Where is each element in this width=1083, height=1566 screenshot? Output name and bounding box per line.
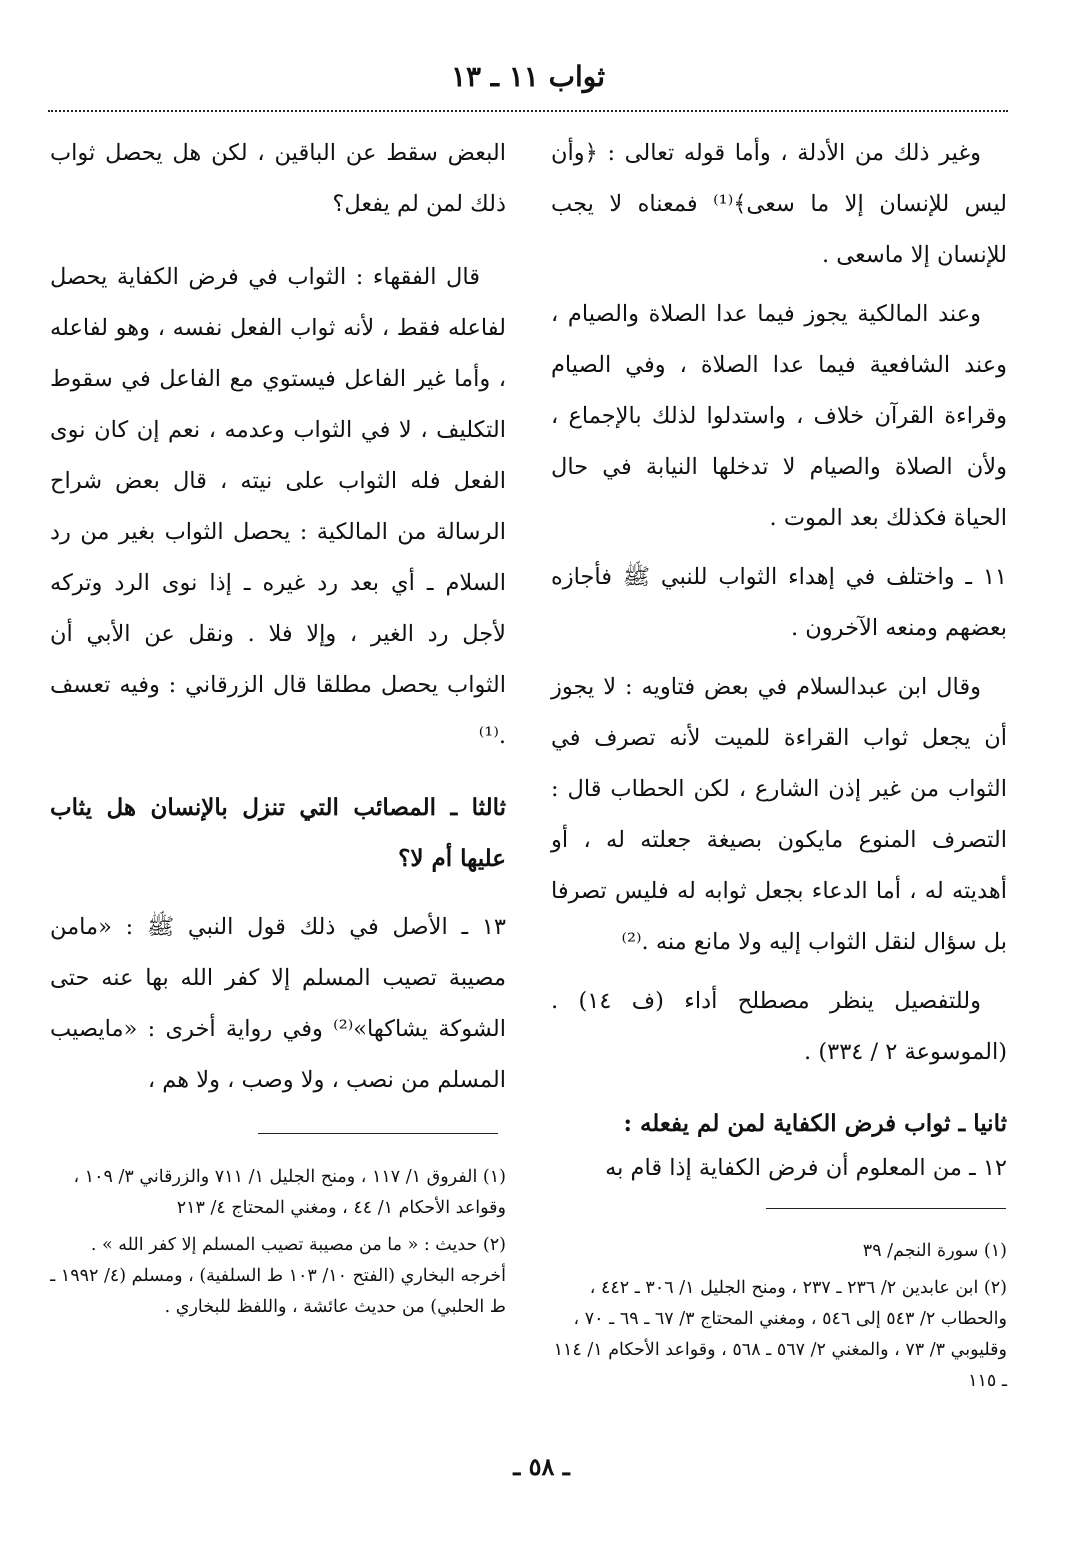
footnote: (١) سورة النجم/ ٣٩ [862,1241,1007,1261]
footnote: (٢) حديث : « ما من مصيبة تصيب المسلم إلا كفر الله » . أخرجه البخاري (الفتح ١٠/ ١٠٣ ط السلفية) ، ومسلم (٤/ ١٩٩٢ ـ ط الحلبي) من حديث عائشة ، واللفظ للبخاري . [50,1235,506,1317]
footnote-rule-left [258,1133,498,1134]
footnote: (٢) ابن عابدين ٢/ ٢٣٦ ـ ٢٣٧ ، ومنح الجليل ١/ ٣٠٦ ـ ٤٤٢ ، والحطاب ٢/ ٥٤٣ إلى ٥٤٦ ، ومغني المحتاج ٣/ ٦٧ ـ ٦٩ ـ ٧٠ ، وقليوبي ٣/ ٧٣ ، والمغني ٢/ ٥٦٧ ـ ٥٦٨ ، وقواعد الأحكام ١/ ١١٤ ـ ١١٥ [553,1278,1007,1391]
right-column [551,128,1007,1202]
running-header: ثواب ١١ ـ ١٣ [450,60,605,93]
left-column [50,128,506,1114]
footnotes-right [551,1236,1007,1403]
footnote: (١) الفروق ١/ ١١٧ ، ومنح الجليل ١/ ٧١١ والزرقاني ٣/ ١٠٩ ، وقواعد الأحكام ١/ ٤٤ ، ومغني المحتاج ٤/ ٢١٣ [73,1167,506,1218]
paragraph: وعند المالكية يجوز فيما عدا الصلاة والصيام ، وعند الشافعية فيما عدا الصلاة ، وفي الصيام وقراءة القرآن خلاف ، واستدلوا لذلك بالإجماع ، ولأن الصلاة والصيام لا تدخلها النيابة في حال الحياة فكذلك بعد الموت . [551,301,1007,531]
section-heading-third: ثالثا ـ المصائب التي تنزل بالإنسان هل يثاب عليها أم لا؟ [50,794,506,872]
paragraph: وغير ذلك من الأدلة ، وأما قوله تعالى : ﴿وأن ليس للإنسان إلا ما سعى﴾⁽¹⁾ فمعناه لا يجب للإنسان إلا ماسعى . [551,140,1007,268]
paragraph: وللتفصيل ينظر مصطلح أداء (ف ١٤) . (الموسوعة ٢ / ٣٣٤) . [551,988,1007,1065]
header-dotted-rule [48,110,1008,112]
paragraph: قال الفقهاء : الثواب في فرض الكفاية يحصل لفاعله فقط ، لأنه ثواب الفعل نفسه ، وهو لفاعله ، وأما غير الفاعل فيستوي مع الفاعل في سقوط التكليف ، لا في الثواب وعدمه ، نعم إن كان نوى الفعل فله الثواب على نيته ، قال بعض شراح الرسالة من المالكية : يحصل الثواب بغير من رد السلام ـ أي بعد رد غيره ـ إذا نوى الرد وتركه لأجل رد الغير ، وإلا فلا . ونقل عن الأبي أن الثواب يحصل مطلقا قال الزرقاني : وفيه تعسف .⁽¹⁾ [50,264,506,749]
section-heading-second: ثانيا ـ ثواب فرض الكفاية لمن لم يفعله : [623,1110,1007,1137]
paragraph: البعض سقط عن الباقين ، لكن هل يحصل ثواب ذلك لمن لم يفعل؟ [50,140,506,217]
paragraph: وقال ابن عبدالسلام في بعض فتاويه : لا يجوز أن يجعل ثواب القراءة للميت لأنه تصرف في الثواب من غير إذن الشارع ، لكن الحطاب قال : التصرف المنوع مايكون بصيغة جعلته له ، أو أهديته له ، أما الدعاء بجعل ثوابه له فليس تصرفا بل سؤال لنقل الثواب إليه ولا مانع منه .⁽²⁾ [551,674,1007,955]
page-number: ـ ٥٨ ـ [513,1452,570,1481]
footnotes-left [50,1162,506,1329]
paragraph-section-13: ١٣ ـ الأصل في ذلك قول النبي ﷺ : «مامن مصيبة تصيب المسلم إلا كفر الله بها عنه حتى الشوكة يشاكها»⁽²⁾ وفي رواية أخرى : «مايصيب المسلم من نصب ، ولا وصب ، ولا هم ، [50,914,506,1093]
paragraph-section-12: ١٢ ـ من المعلوم أن فرض الكفاية إذا قام به [605,1155,1007,1181]
paragraph-section-11: ١١ ـ واختلف في إهداء الثواب للنبي ﷺ فأجازه بعضهم ومنعه الآخرون . [551,564,1007,641]
footnote-rule-right [766,1208,1006,1209]
